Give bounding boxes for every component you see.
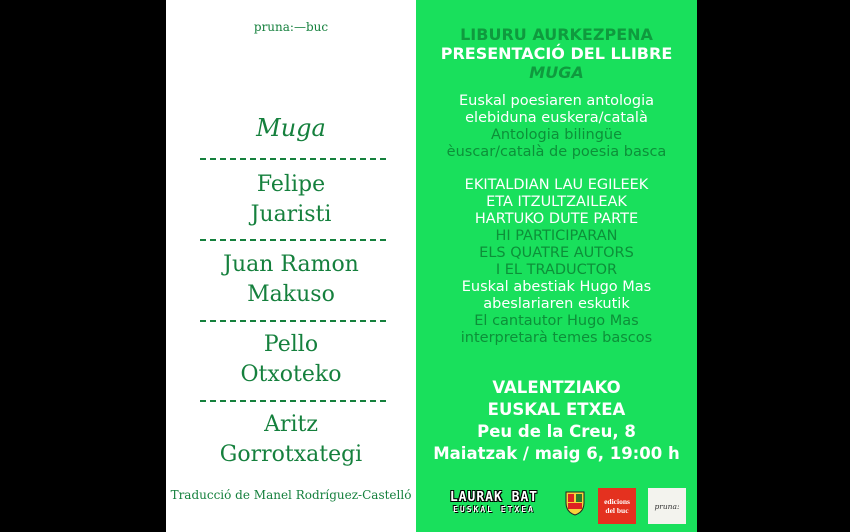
divider <box>200 239 386 241</box>
music-basque-2: abeslariaren eskutik <box>483 296 630 312</box>
heading-basque: LIBURU AURKEZPENA <box>460 25 653 44</box>
participants-catalan-3: I EL TRADUCTOR <box>495 262 618 278</box>
book-panel <box>166 0 416 532</box>
publisher-logo-text: pruna:—buc <box>253 20 329 34</box>
book-description <box>416 93 697 161</box>
author-2-first: Juan Ramon <box>223 252 359 277</box>
description-basque-2: elebiduna euskera/català <box>465 110 648 126</box>
author-4-first: Aritz <box>264 412 318 437</box>
participants-basque-2: ETA ITZULTZAILEAK <box>486 194 627 210</box>
divider <box>200 320 386 322</box>
author-3 <box>166 330 416 390</box>
music-basque-1: Euskal abestiak Hugo Mas <box>461 279 652 295</box>
edicions-logo-line-1: edicions <box>604 497 630 506</box>
venue-name-1: VALENTZIAKO <box>492 378 621 397</box>
participants-catalan-2: ELS QUATRE AUTORS <box>479 245 634 261</box>
participants-basque-3: HARTUKO DUTE PARTE <box>474 211 639 227</box>
laurak-bat-logo <box>442 490 546 520</box>
pruna-logo: pruna: <box>648 488 686 524</box>
venue-info <box>416 377 697 465</box>
event-heading <box>416 25 697 82</box>
description-catalan-1: Antologia bilingüe <box>490 127 623 143</box>
laurak-bat-logo-title: LAURAK BAT <box>449 490 539 505</box>
author-1 <box>166 170 416 230</box>
sponsor-logos <box>436 486 696 526</box>
event-poster <box>166 0 697 532</box>
participants-basque-1: EKITALDIAN LAU EGILEEK <box>464 177 649 193</box>
author-3-last: Otxoteko <box>240 362 342 387</box>
music-catalan-2: interpretarà temes bascos <box>460 330 653 346</box>
translator-credit: Traducció de Manel Rodríguez-Castelló <box>170 488 412 502</box>
event-date-time: Maiatzak / maig 6, 19:00 h <box>433 444 680 463</box>
description-catalan-2: èuscar/català de poesia basca <box>446 144 667 160</box>
author-3-first: Pello <box>263 332 319 357</box>
divider <box>200 400 386 402</box>
venue-address: Peu de la Creu, 8 <box>477 422 636 441</box>
coat-of-arms-icon <box>564 490 586 516</box>
edicions-logo-line-2: del buc <box>605 506 629 515</box>
description-basque-1: Euskal poesiaren antologia <box>458 93 655 109</box>
laurak-bat-logo-subtitle: EUSKAL ETXEA <box>453 505 535 514</box>
author-4-last: Gorrotxategi <box>219 442 363 467</box>
divider <box>200 158 386 160</box>
music-catalan-1: El cantautor Hugo Mas <box>474 313 639 329</box>
participants-note <box>416 177 697 347</box>
participants-catalan-1: HI PARTICIPARAN <box>495 228 618 244</box>
heading-catalan: PRESENTACIÓ DEL LLIBRE <box>440 44 673 63</box>
author-4 <box>166 410 416 470</box>
event-panel <box>416 0 697 532</box>
author-2 <box>166 250 416 310</box>
author-1-last: Juaristi <box>250 202 332 227</box>
edicions-del-buc-logo <box>598 488 636 524</box>
heading-book-title: MUGA <box>529 63 584 82</box>
book-title: Muga <box>256 114 326 142</box>
author-2-last: Makuso <box>247 282 335 307</box>
author-1-first: Felipe <box>256 172 326 197</box>
venue-name-2: EUSKAL ETXEA <box>487 400 626 419</box>
